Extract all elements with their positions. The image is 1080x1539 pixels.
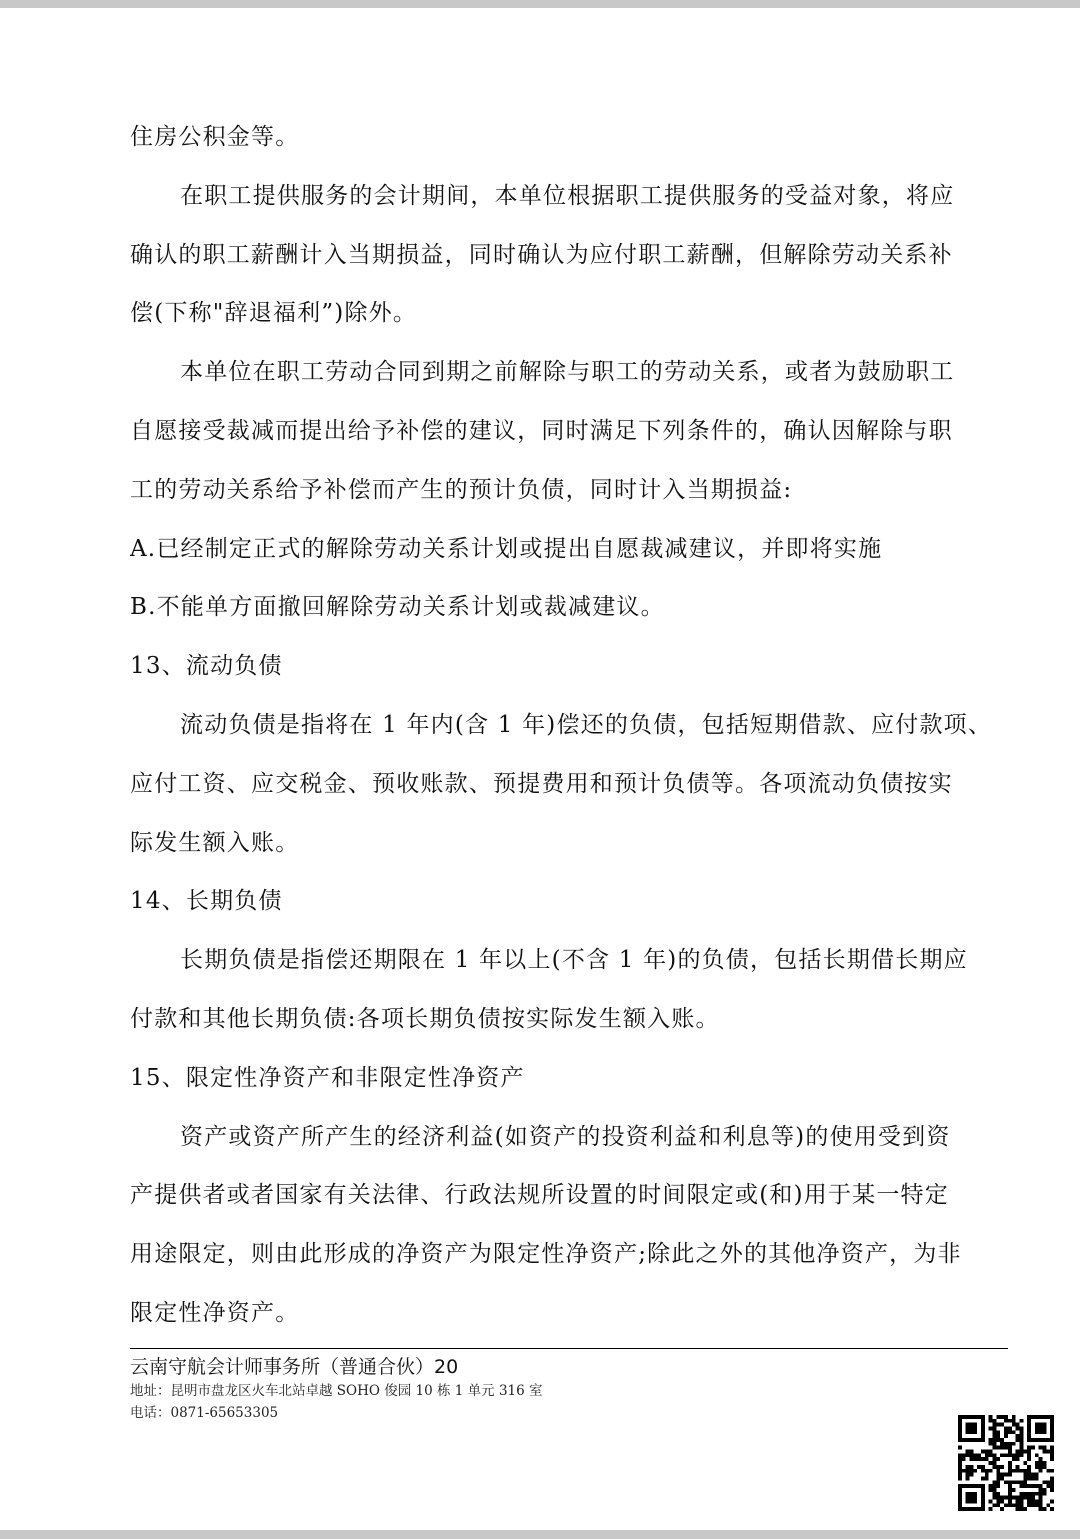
paragraph-line: 限定性净资产。: [130, 1299, 300, 1326]
paragraph-line: 付款和其他长期负债:各项长期负债按实际发生额入账。: [130, 1005, 720, 1032]
paragraph-line-first: A.已经制定正式的解除劳动关系计划或提出自愿裁减建议，并即将实施: [130, 535, 883, 562]
paragraph-line: 用途限定，则由此形成的净资产为限定性净资产;除此之外的其他净资产，为非: [130, 1241, 962, 1268]
paragraph-line-first: 长期负债是指偿还期限在 1 年以上(不含 1 年)的负债，包括长期借长期应: [180, 947, 968, 974]
paragraph-line-first: 13、流动负债: [130, 653, 283, 680]
paragraph-line-first: 在职工提供服务的会计期间，本单位根据职工提供服务的受益对象，将应: [180, 182, 955, 209]
footer-divider: [130, 1348, 1008, 1349]
paragraph-line: 际发生额入账。: [130, 829, 300, 856]
paragraph-line: 自愿接受裁减而提出给予补偿的建议，同时满足下列条件的，确认因解除与职: [130, 417, 953, 444]
paragraph-line: 产提供者或者国家有关法律、行政法规所设置的时间限定或(和)用于某一特定: [130, 1182, 949, 1209]
paragraph-line-first: 15、限定性净资产和非限定性净资产: [130, 1064, 525, 1091]
firm-name-page-number: 云南守航会计师事务所（普通合伙）20: [130, 1356, 459, 1378]
firm-phone: 电话：0871-65653305: [130, 1405, 279, 1421]
paragraph-line: 确认的职工薪酬计入当期损益，同时确认为应付职工薪酬，但解除劳动关系补: [130, 241, 953, 268]
paragraph-line-first: 流动负债是指将在 1 年内(含 1 年)偿还的负债，包括短期借款、应付款项、: [180, 711, 993, 738]
paragraph-line-first: B.不能单方面撤回解除劳动关系计划或裁减建议。: [130, 594, 665, 621]
paragraph-line: 应付工资、应交税金、预收账款、预提费用和预计负债等。各项流动负债按实: [130, 770, 953, 797]
paragraph-line: 偿(下称"辞退福利”)除外。: [130, 300, 418, 327]
paragraph-line: 工的劳动关系给予补偿而产生的预计负债，同时计入当期损益:: [130, 476, 793, 503]
page-bottom-edge: [0, 1530, 1080, 1539]
paragraph-line-first: 资产或资产所产生的经济利益(如资产的投资利益和利息等)的使用受到资: [180, 1123, 951, 1150]
page-top-edge: [0, 0, 1080, 8]
document-body: [130, 108, 1005, 1343]
paragraph-line-first: 14、长期负债: [130, 888, 283, 915]
qr-code-icon[interactable]: [958, 1415, 1054, 1511]
paragraph-line-first: 本单位在职工劳动合同到期之前解除与职工的劳动关系，或者为鼓励职工: [180, 359, 955, 386]
paragraph-line-first: 住房公积金等。: [130, 124, 300, 150]
firm-address: 地址：昆明市盘龙区火车北站卓越 SOHO 俊园 10 栋 1 单元 316 室: [130, 1383, 543, 1399]
